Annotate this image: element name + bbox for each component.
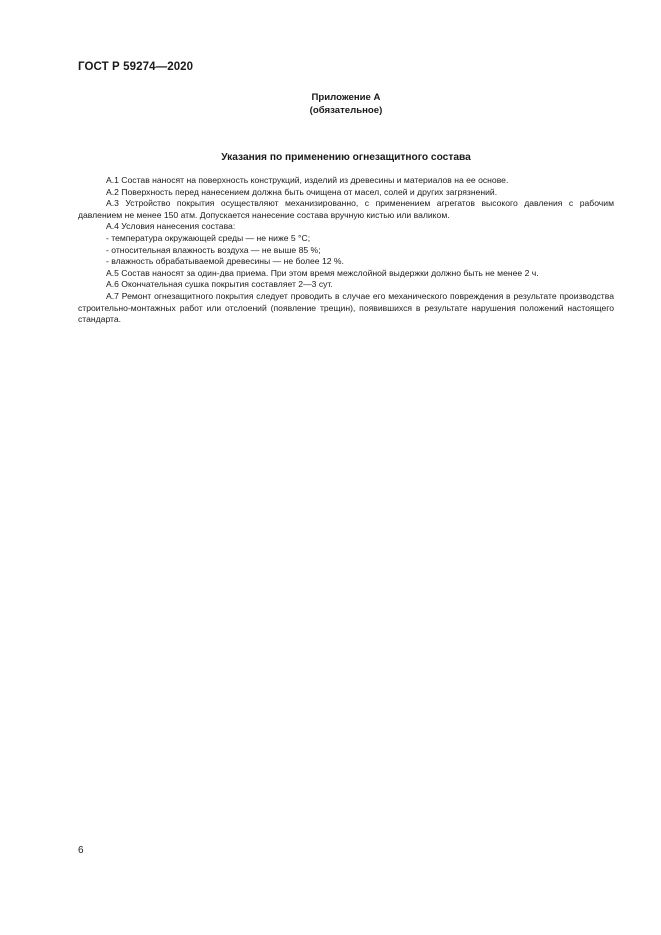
paragraph-a3: А.3 Устройство покрытия осуществляют механизированно, с применением агрегатов высокого давления с рабочим давлением не менее 150 атм. Допускается нанесение состава вручную кистью или валиком. [78,198,614,220]
paragraph-a1: А.1 Состав наносят на поверхность конструкций, изделий из древесины и материалов на ее основе. [106,175,509,185]
list-item: - температура окружающей среды — не ниже 5 °С; [106,232,311,243]
standard-code-header: ГОСТ Р 59274—2020 [78,61,194,73]
paragraph-a5: А.5 Состав наносят за один-два приема. При этом время межслойной выдержки должно быть не менее 2 ч. [106,267,539,278]
list-item: - относительная влажность воздуха — не выше 85 %; [106,244,321,255]
appendix-heading [78,92,614,117]
appendix-title: Приложение А [311,92,381,103]
page-number: 6 [78,845,84,856]
paragraph-a2: А.2 Поверхность перед нанесением должна быть очищена от масел, солей и других загрязнений. [106,186,498,197]
paragraph-a4: А.4 Условия нанесения состава: [106,221,236,232]
paragraph-a6: А.6 Окончательная сушка покрытия составляет 2—3 сут. [106,279,333,290]
section-title: Указания по применению огнезащитного состава [221,152,471,163]
document-body [78,175,614,326]
paragraph-a7: А.7 Ремонт огнезащитного покрытия следует проводить в случае его механического повреждения в результате производства строительно-монтажных работ или отслоений (появление трещин), появившихся в результате нарушения положений настоящего стандарта. [78,290,614,325]
appendix-status: (обязательное) [309,104,383,116]
list-item: - влажность обрабатываемой древесины — не более 12 %. [106,256,344,267]
